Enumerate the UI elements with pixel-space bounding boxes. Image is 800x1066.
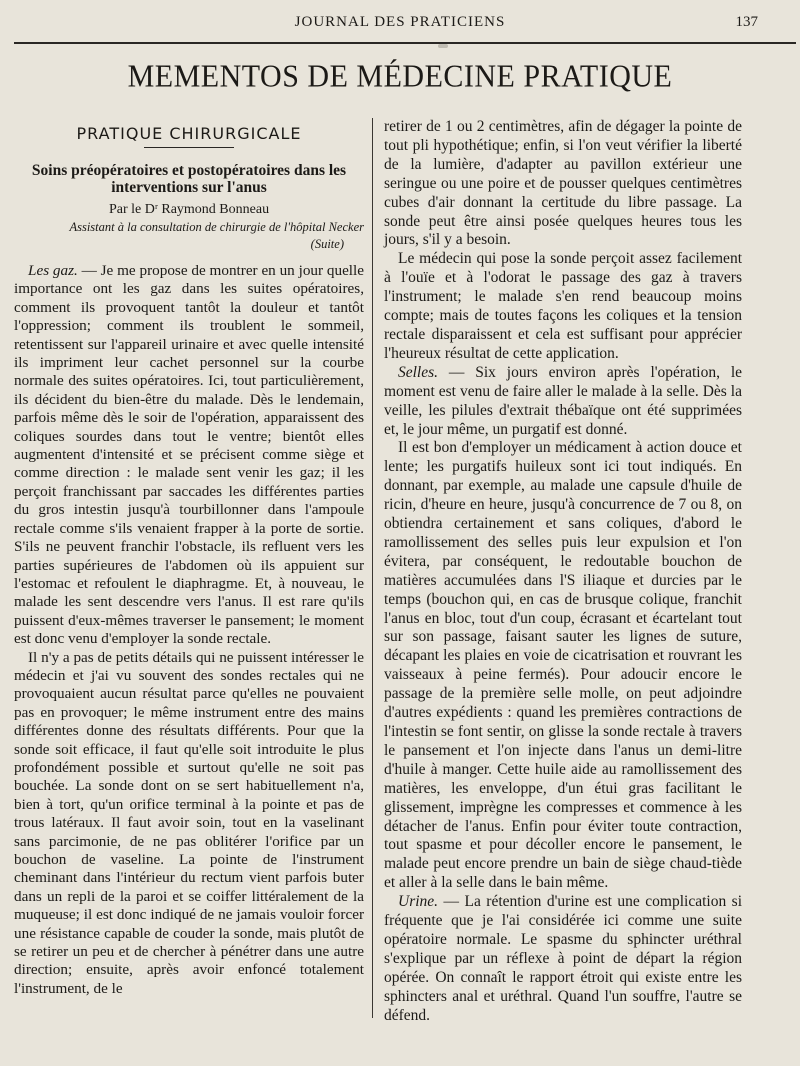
header-rule (14, 42, 796, 44)
author-affiliation: Assistant à la consultation de chirurgie de l'hôpital Necker (69, 220, 364, 234)
left-column (14, 118, 364, 998)
paragraph-text: Il est bon d'employer un médicament à action douce et lente; les purgatifs huileux sont ici tout indiqués. En donnant, par exemple, au malade une capsule d'huile de ricin, d'heure en heure, jusqu'à concurrence de 7 ou 8, on obtiendra certainement et sans coliques, d'abord le ramollissement des selles puis leur expulsion et l'on évitera, par conséquent, le redoutable bouchon de matières accumulées dans l'S iliaque et durcies par le temps (bouchon qui, en cas de brusque colique, franchit l'anus en bloc, tout d'un coup, écrasant et écartelant tout sur son passage, faisant sauter les lignes de suture, décapant les plaies en voie de cicatrisation et rouvrant les vaisseaux à peine fermés). Pour adoucir encore le passage de la première selle molle, on peut adjoindre d'autres expédients : quand les premières contractions de l'intestin se font sentir, on glisse la sonde rectale à travers le pansement et l'on injecte dans l'anus un demi-litre d'huile à manger. Cette huile aide au ramollissement des matières, les enveloppe, d'un étui gras facilitant le glissement, imprègne les compresses et commence à les détacher de l'anus. Enfin pour éviter toute contraction, tout spasme et pour décoller encore le pansement, le malade peut encore prendre un bain de siège chaud-tiède et aller à la selle dans le bain même. (384, 439, 742, 892)
paragraph-medicament (384, 439, 742, 893)
paragraph-text: retirer de 1 ou 2 centimètres, afin de dégager la pointe de tout pli hypothétique; enfin, si l'on veut vérifier la liberté de la lumière, d'adapter au pavillon extérieur une seringue ou une poire et de pousser quelques centimètres cubes d'air donnant la certitude du libre passage. La sonde peut être ainsi posée quelques heures tous les jours, s'il y a besoin. (384, 118, 742, 249)
main-title: MEMENTOS DE MÉDECINE PRATIQUE (127, 59, 673, 94)
print-smudge (438, 44, 448, 48)
section-rule (144, 147, 234, 148)
paragraph-text: — Je me propose de montrer en un jour quelle importance ont les gaz dans les suites opératoires, comment ils provoquent tantôt la douleur et tantôt l'oppression; comment ils troublent le sommeil, retentissent sur l'appareil urinaire et avec quelle intensité ils impriment leur cachet personnel sur la courbe normale des suites opératoires. Ici, tout particulièrement, ils décident du bien-être du malade. Dès le lendemain, parfois même dès le soir de l'opération, apparaissent des coliques sourdes dans tout le ventre; bientôt elles augmentent d'intensité et se précisent comme siège et comme direction : le malade sent venir les gaz; il les perçoit franchissant par saccades les différentes parties du gros intestin jusqu'à tourbillonner dans l'ampoule rectale comme s'ils venaient frapper à la porte de sortie. S'ils ne peuvent franchir l'obstacle, ils refluent vers les parties supérieures de l'abdomen où ils appuient sur l'estomac et refoulent le diaphragme. Et, à nouveau, le malade les sent descendre vers l'anus. Il est rare qu'ils puissent d'eux-mêmes traverser le pansement; le moment est donc venu d'employer la sonde rectale. (14, 262, 364, 648)
column-divider (372, 118, 373, 1018)
paragraph-gaz (14, 262, 364, 649)
paragraph-text: Il n'y a pas de petits détails qui ne puissent intéresser le médecin et j'ai vu souvent des sondes rectales qui ne provoquaient aucun résultat parce qu'elles ne pouvaient pas en provoquer; le même instrument entre des mains différentes donne des résultats différents. Pour que la sonde soit efficace, il faut qu'elle soit introduite le plus profondément possible et surtout qu'elle ne soit pas bouchée. La sonde dont on se sert habituellement n'a, bien à tort, qu'un orifice terminal à la pointe et pas de trous latéraux. Il faut avoir soin, tout en la vaselinant sans parcimonie, de ne pas oblitérer l'orifice par un bouchon de vaseline. La pointe de l'instrument cheminant dans l'intérieur du rectum vient parfois buter dans un repli de la paroi et se coiffer littéralement de la muqueuse; il est donc indiqué de ne jamais vouloir forcer une résistance capable de couder la sonde, mais plutôt de se retirer un peu et de chercher à pénétrer dans une autre direction; ensuite, après avoir enfoncé totalement l'instrument, de le (14, 648, 364, 997)
paragraph-text: — La rétention d'urine est une complication si fréquente que je l'ai considérée ici comme une suite opératoire normale. Le spasme du sphincter uréthral s'explique par un réflexe à point de départ la région opérée. On connaît le rapport étroit qui existe entre les sphincters anal et uréthral. Quand l'un souffre, l'autre se défend. (384, 893, 742, 1024)
rubric: Selles. (398, 363, 439, 381)
rubric: Les gaz. (28, 262, 78, 279)
continuation-note: (Suite) (310, 237, 344, 251)
paragraph-text: — Six jours environ après l'opération, le moment est venu de faire aller le malade à la selle. Dès la veille, les pilules d'extrait thébaïque ont été supprimées et, le jour même, un purgatif est donné. (384, 363, 742, 438)
paragraph-text: Le médecin qui pose la sonde perçoit assez facilement à l'ouïe et à l'odorat le passage des gaz à travers l'instrument; le malade s'en rend beaucoup moins compte; mais de toutes façons les coliques et la tension rectale disparaissent et cela est suffisant pour apprécier l'heureux résultat de cette application. (384, 250, 742, 362)
journal-name: JOURNAL DES PRATICIENS (294, 14, 506, 30)
section-title: PRATIQUE CHIRURGICALE (76, 124, 302, 143)
right-column (384, 118, 742, 1026)
article-title: Soins préopératoires et postopératoires dans les interventions sur l'anus (31, 162, 347, 196)
running-head (0, 14, 800, 38)
paragraph-medecin (384, 250, 742, 363)
paragraph-selles (384, 364, 742, 440)
rubric: Urine. (398, 893, 439, 911)
paragraph-urine (384, 893, 742, 1025)
paragraph-continuation (384, 118, 742, 250)
article-author: Par le Dʳ Raymond Bonneau (108, 202, 270, 217)
paragraph-sonde (14, 649, 364, 999)
page-number: 137 (735, 14, 758, 30)
